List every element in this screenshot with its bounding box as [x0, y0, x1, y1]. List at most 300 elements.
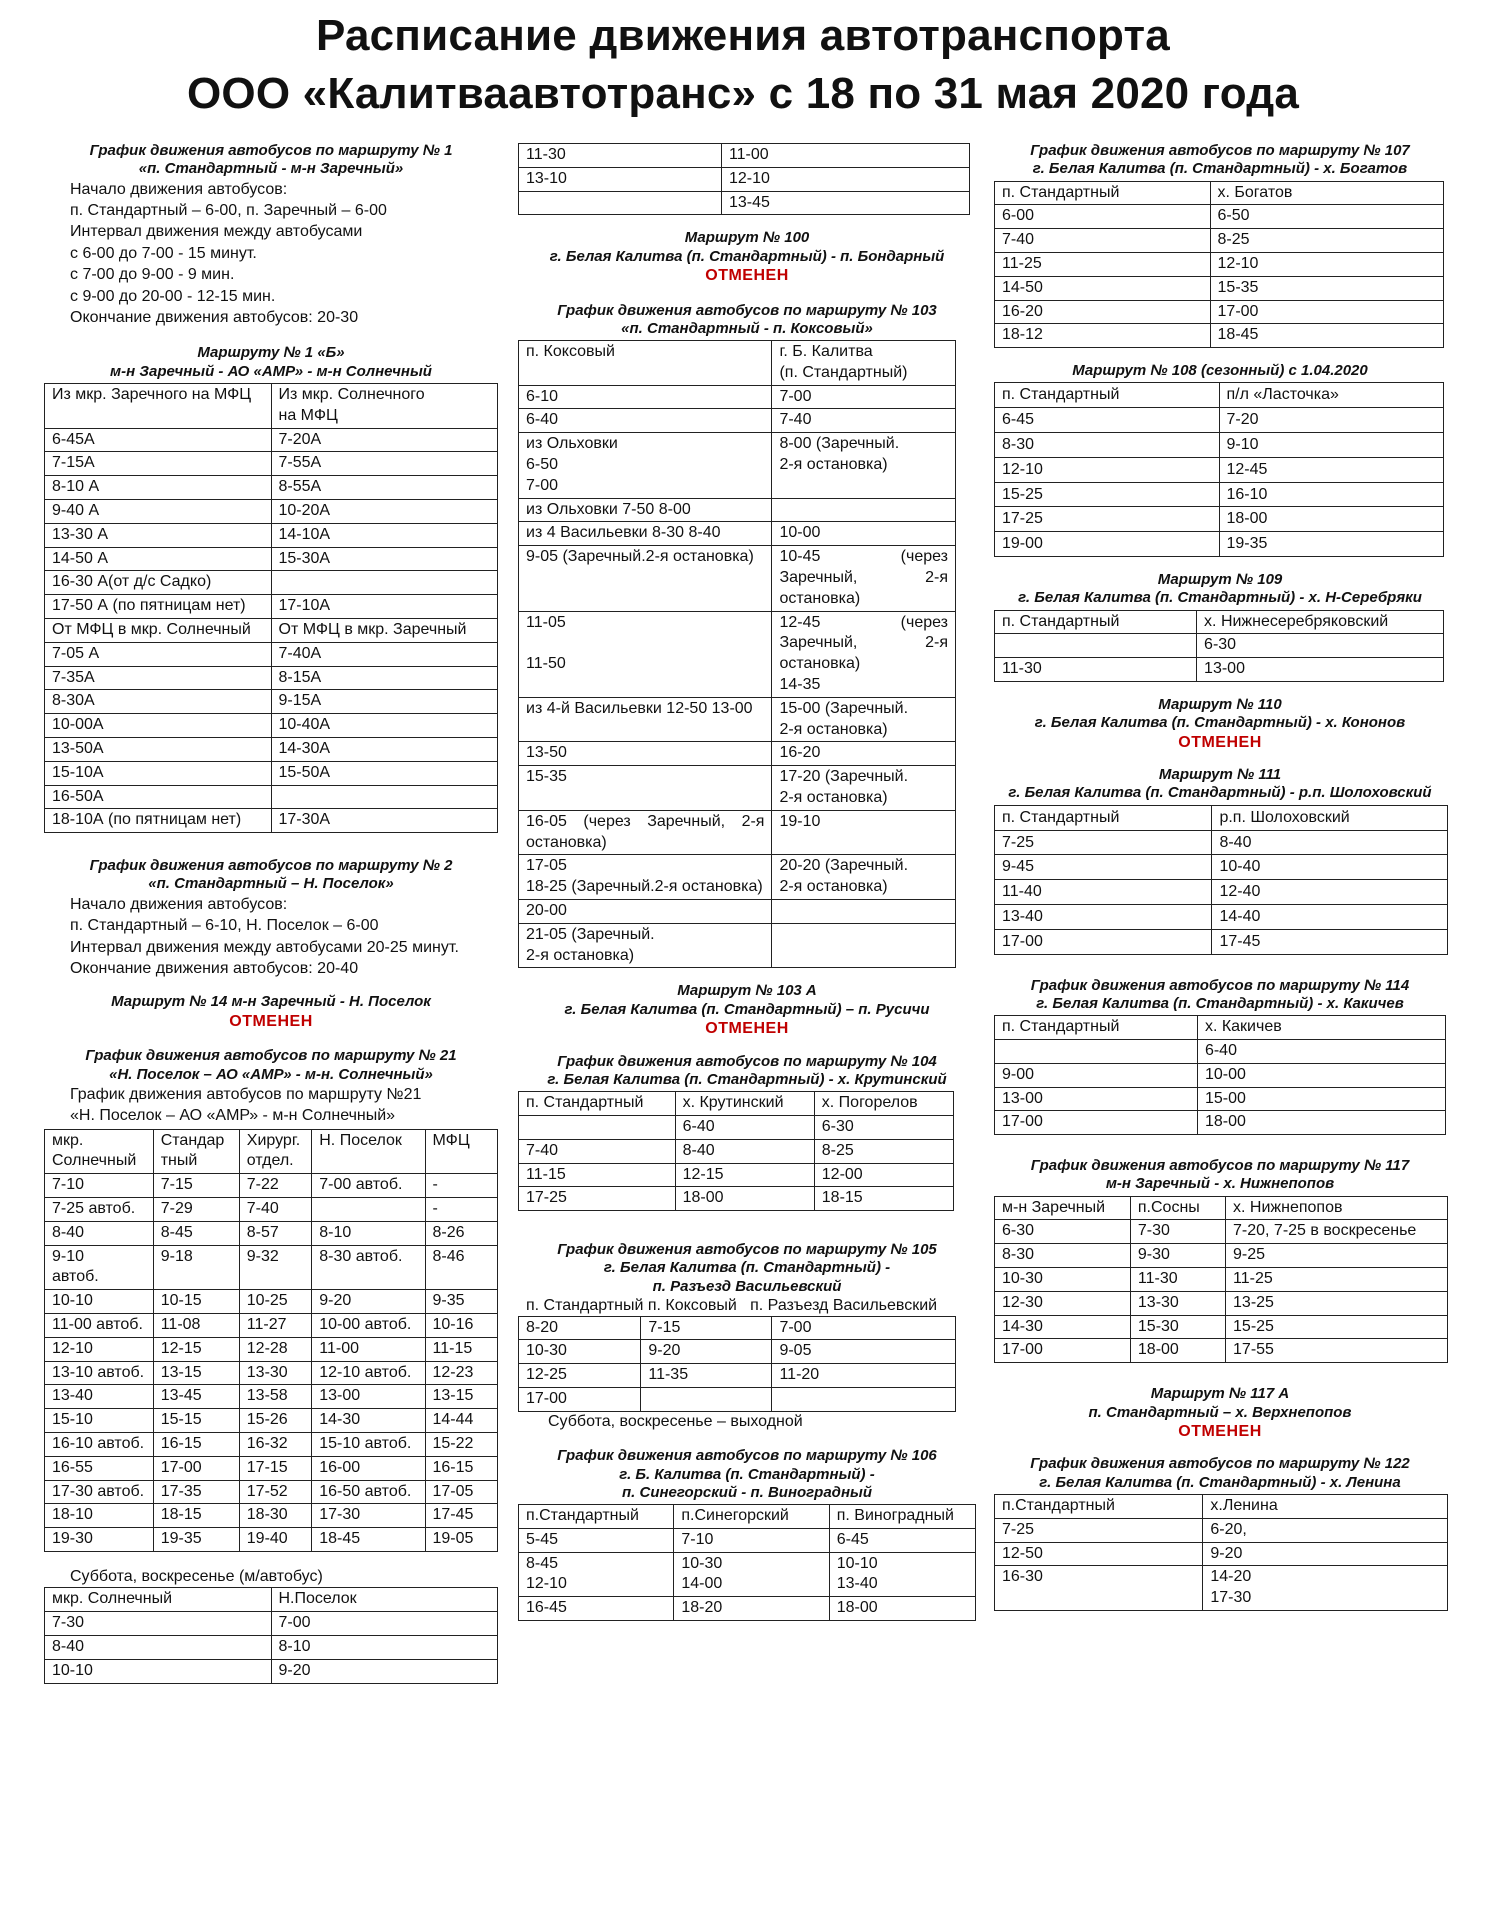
table-cell: 10-20А — [271, 500, 498, 524]
table-cell: 8-25 — [814, 1139, 953, 1163]
table-cell: 15-10 автоб. — [312, 1432, 425, 1456]
table-header-cell: п/л «Ласточка» — [1219, 383, 1444, 408]
table-row — [995, 1339, 1448, 1363]
table-cell: 6-40 — [675, 1115, 814, 1139]
table-cell: 8-00 (Заречный. 2-я остановка) — [772, 433, 956, 498]
table-cell: 7-15 — [153, 1174, 239, 1198]
table-cell: из 4-й Васильевки 12-50 13-00 — [519, 697, 772, 742]
table-header-row — [995, 1196, 1448, 1220]
table-cell — [641, 1387, 772, 1411]
table-cell: 13-30 А — [45, 523, 272, 547]
table-cell: 12-45 (через Заречный, 2-я остановка) 14-35 — [772, 611, 956, 697]
route-21-weekend-table — [44, 1587, 498, 1683]
table-cell: 8-30А — [45, 690, 272, 714]
table-cell: 6-40 — [519, 409, 772, 433]
table-row — [519, 1187, 954, 1211]
table-header-cell: п. Стандартный — [995, 181, 1211, 205]
middle-column — [518, 143, 976, 1621]
table-cell: 18-00 — [1130, 1339, 1225, 1363]
table-cell: 19-40 — [239, 1528, 311, 1552]
table-row — [45, 1313, 498, 1337]
table-cell: 16-30 — [995, 1566, 1203, 1611]
table-cell: 10-00А — [45, 714, 272, 738]
table-cell: 9-15А — [271, 690, 498, 714]
table-cell: 15-00 — [1197, 1087, 1445, 1111]
table-cell: 12-10 — [1210, 252, 1443, 276]
table-row — [995, 1518, 1448, 1542]
table-header-cell: Н. Поселок — [312, 1129, 425, 1174]
route-110-heading: Маршрут № 110 — [1158, 696, 1282, 714]
route-117-subheading: м-н Заречный - х. Нижнепопов — [1105, 1175, 1335, 1193]
table-row — [995, 904, 1448, 929]
table-cell: 11-30 — [1130, 1268, 1225, 1292]
table-cell: 17-35 — [153, 1480, 239, 1504]
text-line: Интервал движения между автобусами — [70, 223, 363, 241]
route-1b-heading: Маршруту № 1 «Б» — [197, 344, 345, 362]
table-cell: 16-10 — [1219, 482, 1444, 507]
route-114-heading: График движения автобусов по маршруту № 114 — [1030, 976, 1410, 994]
table-cell: 14-44 — [425, 1409, 498, 1433]
table-cell: 12-15 — [153, 1337, 239, 1361]
table-cell: 11-00 — [312, 1337, 425, 1361]
text-line: п. Стандартный – 6-10, Н. Поселок – 6-00 — [70, 917, 379, 935]
table-cell: 16-00 — [312, 1456, 425, 1480]
table-header-cell: Хирург. отдел. — [239, 1129, 311, 1174]
table-cell: 10-10 — [45, 1659, 272, 1683]
table-cell: 17-00 — [995, 1339, 1131, 1363]
table-cell: 11-08 — [153, 1313, 239, 1337]
route-106-heading: График движения автобусов по маршруту № 106 — [557, 1447, 937, 1465]
table-cell: 9-25 — [1226, 1244, 1448, 1268]
text-line: с 7-00 до 9-00 - 9 мин. — [70, 266, 235, 284]
table-cell: 12-10 — [721, 167, 969, 191]
route-108-table — [994, 382, 1444, 557]
table-row — [519, 1364, 956, 1388]
table-cell — [772, 900, 956, 924]
table-row — [995, 276, 1444, 300]
table-row — [519, 498, 956, 522]
table-cell: 13-50 — [519, 742, 772, 766]
table-cell: 5-45 — [519, 1528, 674, 1552]
table-cell: 17-30 — [312, 1504, 425, 1528]
route-104-subheading: г. Белая Калитва (п. Стандартный) - х. Крутинский — [547, 1070, 947, 1088]
table-cell: 11-25 — [995, 252, 1211, 276]
table-cell: 6-45А — [45, 428, 272, 452]
table-header-cell: мкр. Солнечный — [45, 1129, 154, 1174]
table-cell: 18-00 — [1197, 1111, 1445, 1135]
table-row — [995, 634, 1444, 658]
table-cell: 14-40 — [1212, 904, 1448, 929]
table-cell: 8-30 — [995, 433, 1220, 458]
table-cell: 11-15 — [519, 1163, 676, 1187]
table-header-cell: п. Стандартный — [995, 610, 1197, 634]
table-cell: 6-45 — [829, 1528, 975, 1552]
table-cell: 15-10 — [45, 1409, 154, 1433]
table-row — [995, 408, 1444, 433]
table-cell: 17-52 — [239, 1480, 311, 1504]
table-cell — [271, 785, 498, 809]
table-row — [45, 1361, 498, 1385]
table-cell: 10-25 — [239, 1290, 311, 1314]
table-row — [45, 452, 498, 476]
text-line: п. Стандартный – 6-00, п. Заречный – 6-00 — [70, 202, 387, 219]
table-cell — [772, 498, 956, 522]
table-row — [995, 880, 1448, 905]
table-header-row — [995, 610, 1444, 634]
table-row — [995, 1291, 1448, 1315]
table-cell: 19-10 — [772, 810, 956, 855]
table-header-cell: 8-20 — [519, 1316, 641, 1340]
table-cell: 17-00 — [153, 1456, 239, 1480]
table-cell: 16-30 А(от д/с Садко) — [45, 571, 272, 595]
table-cell: 16-55 — [45, 1456, 154, 1480]
route-117-table — [994, 1196, 1448, 1364]
table-row — [45, 476, 498, 500]
table-cell: 10-15 — [153, 1290, 239, 1314]
table-row — [995, 1542, 1448, 1566]
text-line: График движения автобусов по маршруту №21 — [70, 1085, 422, 1103]
table-cell: 17-30 автоб. — [45, 1480, 154, 1504]
route-111-heading: Маршрут № 111 — [1158, 766, 1282, 784]
table-row — [995, 229, 1444, 253]
table-cell: 8-15А — [271, 666, 498, 690]
route-100-heading: Маршрут № 100 — [684, 229, 810, 247]
table-cell: 19-00 — [995, 532, 1220, 557]
text-line: с 9-00 до 20-00 - 12-15 мин. — [70, 287, 276, 305]
table-cell: 9-10 автоб. — [45, 1245, 154, 1290]
table-cell: 12-45 — [1219, 457, 1444, 482]
table-row — [519, 1552, 976, 1597]
table-cell: 16-05 (через Заречный, 2-я остановка) — [519, 810, 772, 855]
table-cell: 15-26 — [239, 1409, 311, 1433]
table-cell: 15-35 — [519, 766, 772, 811]
route-122-table — [994, 1494, 1448, 1611]
table-cell: 17-55 — [1226, 1339, 1448, 1363]
table-header-row — [45, 1588, 498, 1612]
page-title-line1: Расписание движения автотранспорта — [316, 11, 1170, 60]
table-cell: 15-22 — [425, 1432, 498, 1456]
table-cell: 10-00 автоб. — [312, 1313, 425, 1337]
table-row — [519, 1139, 954, 1163]
table-header-cell: х. Какичев — [1197, 1016, 1445, 1040]
route-1b-subheading: м-н Заречный - АО «АМР» - м-н Солнечный — [110, 362, 432, 380]
table-cell: 8-10 А — [45, 476, 272, 500]
text-line: Окончание движения автобусов: 20-40 — [70, 959, 359, 977]
table-header-row — [995, 181, 1444, 205]
route-122-heading: График движения автобусов по маршруту № 122 — [1030, 1455, 1410, 1473]
table-cell — [995, 634, 1197, 658]
table-cell: 18-20 — [674, 1597, 829, 1621]
table-cell: 10-16 — [425, 1313, 498, 1337]
table-row — [45, 785, 498, 809]
table-header-cell: п. Коксовый — [519, 341, 772, 386]
table-row — [519, 697, 956, 742]
route-107-table — [994, 181, 1444, 349]
table-cell: 9-18 — [153, 1245, 239, 1290]
table-cell: 15-30А — [271, 547, 498, 571]
table-header-cell: х.Ленина — [1203, 1494, 1448, 1518]
table-cell: 7-25 — [995, 830, 1212, 855]
table-cell: 18-00 — [829, 1597, 975, 1621]
table-cell: 18-15 — [153, 1504, 239, 1528]
table-cell: 7-00 автоб. — [312, 1174, 425, 1198]
table-cell: 7-05 А — [45, 642, 272, 666]
table-cell: 15-25 — [1226, 1315, 1448, 1339]
route-106-subheading-2: п. Синегорский - п. Виноградный — [622, 1483, 872, 1501]
page-title-line2: ООО «Калитваавтотранс» с 18 по 31 мая 2020 года — [186, 69, 1300, 118]
table-cell: из Ольховки 7-50 8-00 — [519, 498, 772, 522]
route-100-subheading: г. Белая Калитва (п. Стандартный) - п. Бондарный — [549, 247, 945, 265]
table-header-cell: х. Нижнепопов — [1226, 1196, 1448, 1220]
table-row — [45, 1245, 498, 1290]
table-row — [995, 205, 1444, 229]
table-cell: 10-45 (через Заречный, 2-я остановка) — [772, 546, 956, 611]
table-cell: 13-40 — [45, 1385, 154, 1409]
table-header-cell: п. Стандартный — [519, 1092, 676, 1116]
table-cell: 14-10А — [271, 523, 498, 547]
table-row — [45, 523, 498, 547]
table-cell: 9-20 — [1203, 1542, 1448, 1566]
table-cell: 6-50 — [1210, 205, 1443, 229]
text-line: «Н. Поселок – АО «АМР» - м-н Солнечный» — [70, 1107, 396, 1125]
table-cell — [312, 1198, 425, 1222]
table-row — [995, 532, 1444, 557]
table-row — [519, 810, 956, 855]
table-header-cell: р.п. Шолоховский — [1212, 805, 1448, 830]
table-row — [45, 1432, 498, 1456]
table-cell: 6-30 — [1197, 634, 1444, 658]
table-row — [995, 324, 1444, 348]
table-row — [995, 300, 1444, 324]
table-cell: 8-30 — [995, 1244, 1131, 1268]
table-row — [45, 1659, 498, 1683]
route-104-table — [518, 1091, 954, 1211]
table-cell: 15-25 — [995, 482, 1220, 507]
table-cell: 17-00 — [519, 1387, 641, 1411]
route-103a-cancelled: ОТМЕНЕН — [705, 1020, 789, 1037]
table-header-row — [519, 341, 956, 386]
table-cell: 17-05 18-25 (Заречный.2-я остановка) — [519, 855, 772, 900]
table-cell: 6-40 — [1197, 1039, 1445, 1063]
table-cell: 9-20 — [271, 1659, 498, 1683]
table-cell: 15-00 (Заречный. 2-я остановка) — [772, 697, 956, 742]
table-row — [45, 761, 498, 785]
table-cell: 8-40 — [45, 1221, 154, 1245]
table-cell: 8-10 — [271, 1635, 498, 1659]
table-row — [519, 546, 956, 611]
table-cell: 6-30 — [814, 1115, 953, 1139]
table-cell: 9-45 — [995, 855, 1212, 880]
table-cell: 15-10А — [45, 761, 272, 785]
table-row — [519, 1115, 954, 1139]
table-cell: 9-00 — [995, 1063, 1198, 1087]
table-cell: 11-40 — [995, 880, 1212, 905]
table-row — [995, 252, 1444, 276]
table-cell: 18-00 — [675, 1187, 814, 1211]
table-header-cell: п. Стандартный — [995, 1016, 1198, 1040]
table-cell: 11-25 — [1226, 1268, 1448, 1292]
table-cell: 14-50 А — [45, 547, 272, 571]
table-cell: 13-00 — [312, 1385, 425, 1409]
table-header-cell: п. Стандартный — [995, 383, 1220, 408]
table-cell: 8-45 — [153, 1221, 239, 1245]
table-row — [519, 1163, 954, 1187]
table-cell: 10-30 14-00 — [674, 1552, 829, 1597]
table-cell: 6-00 — [995, 205, 1211, 229]
table-cell: 8-40 — [675, 1139, 814, 1163]
route-107-heading: График движения автобусов по маршруту № 107 — [1030, 142, 1410, 159]
table-cell: 16-20 — [995, 300, 1211, 324]
route-21-heading: График движения автобусов по маршруту № 21 — [85, 1047, 457, 1065]
table-cell: 18-45 — [312, 1528, 425, 1552]
route-1-heading: График движения автобусов по маршруту № 1 — [89, 142, 453, 159]
table-cell: 7-35А — [45, 666, 272, 690]
table-row — [45, 1456, 498, 1480]
table-row — [45, 690, 498, 714]
table-cell: 15-35 — [1210, 276, 1443, 300]
table-row — [995, 1244, 1448, 1268]
table-cell: 7-29 — [153, 1198, 239, 1222]
table-row — [519, 433, 956, 498]
table-cell: 10-10 13-40 — [829, 1552, 975, 1597]
table-row — [995, 1220, 1448, 1244]
table-header-cell: Из мкр. Солнечного на МФЦ — [271, 384, 498, 429]
route-110-subheading: г. Белая Калитва (п. Стандартный) - х. Кононов — [1034, 714, 1406, 732]
table-cell: 15-15 — [153, 1409, 239, 1433]
table-row — [519, 167, 970, 191]
route-117a-heading: Маршрут № 117 А — [1150, 1385, 1290, 1403]
text-line: Начало движения автобусов: — [70, 895, 288, 913]
table-row — [45, 809, 498, 833]
table-cell: 13-30 — [1130, 1291, 1225, 1315]
table-cell: - — [425, 1198, 498, 1222]
table-row — [995, 507, 1444, 532]
table-cell: 6-30 — [995, 1220, 1131, 1244]
route-109-subheading: г. Белая Калитва (п. Стандартный) - х. Н-Серебряки — [1018, 589, 1422, 607]
table-cell: 7-40 — [772, 409, 956, 433]
table-cell: 11-27 — [239, 1313, 311, 1337]
route-105-table — [518, 1316, 956, 1412]
table-cell: 17-05 — [425, 1480, 498, 1504]
table-cell: 18-12 — [995, 324, 1211, 348]
table-cell: 17-50 А (по пятницам нет) — [45, 595, 272, 619]
table-cell: 15-50А — [271, 761, 498, 785]
route-103a-subheading: г. Белая Калитва (п. Стандартный) – п. Русичи — [564, 1000, 930, 1018]
table-cell: 17-15 — [239, 1456, 311, 1480]
table-cell: 7-20, 7-25 в воскресенье — [1226, 1220, 1448, 1244]
table-row — [45, 500, 498, 524]
table-cell: 17-00 — [995, 929, 1212, 954]
table-cell: 7-10 — [674, 1528, 829, 1552]
table-cell: 16-20 — [772, 742, 956, 766]
table-cell: 19-35 — [153, 1528, 239, 1552]
table-cell: 7-25 автоб. — [45, 1198, 154, 1222]
table-cell: 13-10 автоб. — [45, 1361, 154, 1385]
route-111-subheading: г. Белая Калитва (п. Стандартный) - р.п. Шолоховский — [1008, 784, 1432, 802]
table-cell: 17-25 — [519, 1187, 676, 1211]
route-114-table — [994, 1015, 1446, 1135]
table-cell: 17-00 — [1210, 300, 1443, 324]
route-1-text — [44, 179, 498, 329]
table-cell: 7-30 — [45, 1612, 272, 1636]
table-cell: 13-25 — [1226, 1291, 1448, 1315]
table-row — [519, 385, 956, 409]
table-cell: 12-10 автоб. — [312, 1361, 425, 1385]
table-header-cell: От МФЦ в мкр. Заречный — [271, 619, 498, 643]
route-105-heading: График движения автобусов по маршруту № 105 — [557, 1241, 937, 1259]
table-header-cell: МФЦ — [425, 1129, 498, 1174]
left-column — [44, 142, 498, 1684]
continued-table — [518, 143, 970, 215]
table-cell: 8-10 — [312, 1221, 425, 1245]
table-cell: 13-10 — [519, 167, 722, 191]
table-cell: 7-40 — [239, 1198, 311, 1222]
table-cell: из 4 Васильевки 8-30 8-40 — [519, 522, 772, 546]
table-cell: 17-00 — [995, 1111, 1198, 1135]
table-cell: 18-15 — [814, 1187, 953, 1211]
table-cell: 13-58 — [239, 1385, 311, 1409]
route-14-heading: Маршрут № 14 м-н Заречный - Н. Поселок — [111, 993, 431, 1011]
table-header-row — [995, 383, 1444, 408]
table-cell: 8-46 — [425, 1245, 498, 1290]
route-105-subheading-2: п. Разъезд Васильевский — [652, 1277, 842, 1295]
table-row — [519, 855, 956, 900]
table-row — [519, 742, 956, 766]
table-header-cell: 11-00 — [721, 144, 969, 168]
table-row — [45, 1528, 498, 1552]
table-cell: 16-50А — [45, 785, 272, 809]
route-1b-table-from-mfc — [44, 618, 498, 833]
table-cell: 20-00 — [519, 900, 772, 924]
table-cell: - — [425, 1174, 498, 1198]
table-row — [45, 1221, 498, 1245]
table-cell: 11-35 — [641, 1364, 772, 1388]
route-117a-subheading: п. Стандартный – х. Верхнепопов — [1088, 1403, 1352, 1421]
table-cell: 10-10 — [45, 1290, 154, 1314]
table-row — [45, 642, 498, 666]
table-header-row — [519, 1092, 954, 1116]
route-117-heading: График движения автобусов по маршруту № 117 — [1030, 1157, 1410, 1175]
table-cell: 14-50 — [995, 276, 1211, 300]
table-header-cell: 11-30 — [519, 144, 722, 168]
table-row — [995, 1087, 1446, 1111]
table-cell: 8-25 — [1210, 229, 1443, 253]
table-row — [45, 571, 498, 595]
table-cell: 9-05 (Заречный.2-я остановка) — [519, 546, 772, 611]
table-cell: 13-15 — [425, 1385, 498, 1409]
route-103a-heading: Маршрут № 103 А — [677, 982, 817, 1000]
table-header-row — [519, 1505, 976, 1529]
table-cell: 12-50 — [995, 1542, 1203, 1566]
table-header-cell: п. Стандартный — [995, 805, 1212, 830]
table-row — [519, 900, 956, 924]
table-row — [995, 1566, 1448, 1611]
route-21-table — [44, 1129, 498, 1552]
table-cell: 6-45 — [995, 408, 1220, 433]
table-cell: 10-00 — [772, 522, 956, 546]
table-cell: 13-40 — [995, 904, 1212, 929]
table-header-row — [519, 144, 970, 168]
table-cell: 18-00 — [1219, 507, 1444, 532]
table-cell: 7-25 — [995, 1518, 1203, 1542]
table-cell: 17-25 — [995, 507, 1220, 532]
table-header-cell: п.Стандартный — [519, 1505, 674, 1529]
route-106-table — [518, 1504, 976, 1621]
table-cell: 8-57 — [239, 1221, 311, 1245]
table-cell: 7-00 — [772, 385, 956, 409]
table-cell — [519, 191, 722, 215]
table-row — [519, 1597, 976, 1621]
